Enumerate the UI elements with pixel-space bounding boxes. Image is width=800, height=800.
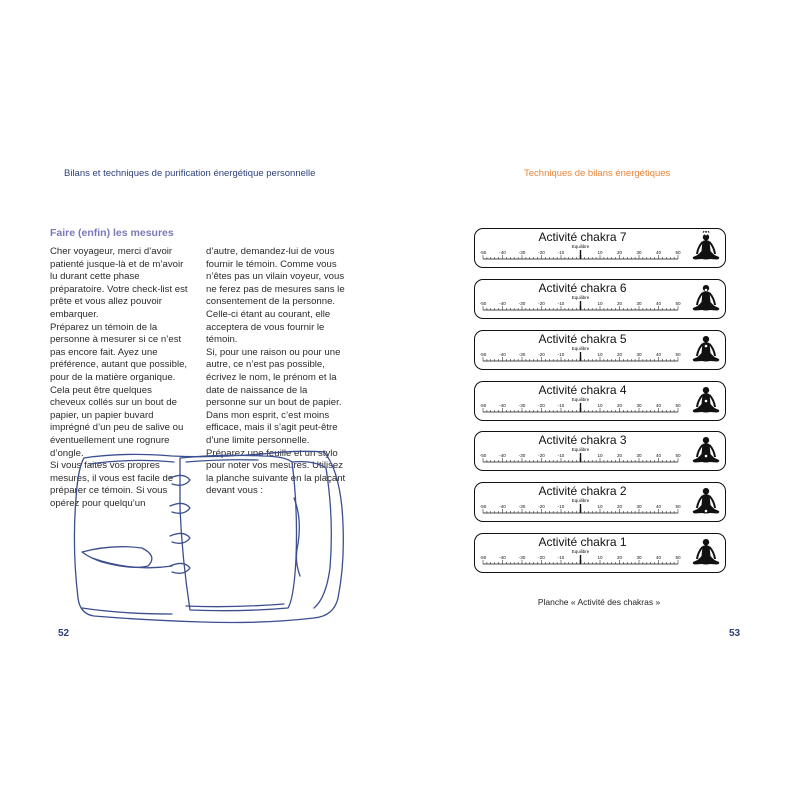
tick-label: -50	[479, 453, 487, 458]
equilibre-label: Equilibre	[571, 498, 590, 503]
tick-label: 40	[655, 453, 662, 458]
tick-label: -20	[538, 250, 545, 255]
tick-label: -50	[479, 403, 487, 408]
tick-label: 30	[636, 403, 642, 408]
equilibre-label: Equilibre	[571, 346, 590, 351]
right-running-header: Techniques de bilans énergétiques	[524, 168, 671, 179]
tick-label: 20	[616, 453, 623, 458]
meditation-figure-icon	[691, 231, 721, 265]
tick-label: -50	[479, 301, 487, 306]
tick-label: 50	[675, 352, 681, 357]
tick-label: 40	[655, 352, 662, 357]
tick-label: 30	[636, 250, 642, 255]
tick-label: 50	[675, 504, 681, 509]
tick-label: -10	[557, 250, 565, 255]
tick-label: -40	[499, 301, 506, 306]
figure-body	[693, 539, 720, 565]
chakra-scale-6	[474, 279, 726, 319]
chakra-title: Activité chakra 2	[538, 484, 627, 498]
tick-label: -10	[557, 403, 565, 408]
chakra-point	[705, 289, 708, 292]
tick-label: 40	[655, 301, 662, 306]
tick-label: -30	[518, 250, 526, 255]
tick-label: 50	[675, 250, 681, 255]
page-number-left: 52	[58, 628, 70, 639]
tick-label: -40	[499, 403, 506, 408]
tick-label: -40	[499, 352, 506, 357]
tick-label: 50	[675, 403, 681, 408]
page-number-right: 53	[729, 628, 741, 639]
tick-label: -30	[518, 555, 526, 560]
paragraph: Préparez une feuille et un stylo pour noter vos mesures. Utilisez la planche suivante en la plaçant devant vous :	[206, 447, 346, 497]
tick-label: 50	[675, 453, 681, 458]
measurement-scale	[479, 495, 684, 519]
meditation-figure-icon	[691, 434, 721, 468]
tick-label: 40	[655, 504, 662, 509]
left-running-header: Bilans et techniques de purification énergétique personnelle	[64, 168, 316, 179]
tick-label: -10	[557, 301, 565, 306]
figure-body	[693, 488, 720, 514]
tick-label: -50	[479, 352, 487, 357]
chakra-point	[705, 345, 708, 348]
tick-label: -30	[518, 504, 526, 509]
tick-label: -30	[518, 403, 526, 408]
tick-label: 30	[636, 352, 642, 357]
tick-label: -50	[479, 504, 487, 509]
tick-label: -40	[499, 453, 506, 458]
measurement-scale	[479, 292, 684, 316]
tick-label: 10	[597, 352, 603, 357]
tick-label: 20	[616, 403, 623, 408]
equilibre-label: Equilibre	[571, 397, 590, 402]
tick-label: 10	[597, 504, 603, 509]
chakra-scale-7	[474, 228, 726, 268]
chakra-point	[705, 455, 708, 458]
tick-label: 20	[616, 504, 623, 509]
equilibre-label: Equilibre	[571, 447, 590, 452]
tick-label: -40	[499, 555, 506, 560]
tick-label: 10	[597, 403, 603, 408]
chakra-title: Activité chakra 4	[538, 383, 627, 397]
tick-label: 40	[655, 250, 662, 255]
measurement-scale	[479, 343, 684, 367]
meditation-figure-icon	[691, 485, 721, 519]
tick-label: 20	[616, 250, 623, 255]
chakra-scale-2	[474, 482, 726, 522]
measurement-scale	[479, 444, 684, 468]
chakra-scale-3	[474, 431, 726, 471]
tick-label: -30	[518, 301, 526, 306]
tick-label: 30	[636, 504, 642, 509]
meditation-figure-icon	[691, 333, 721, 367]
figure-body	[693, 234, 720, 260]
tick-label: 30	[636, 301, 642, 306]
board-caption: Planche « Activité des chakras »	[537, 597, 661, 607]
tick-label: 10	[597, 301, 603, 306]
paragraph: Si vous faites vos propres mesures, il vous est facile de préparer ce témoin. Si vous opérez pour quelqu’un	[50, 460, 174, 509]
tick-label: 40	[655, 403, 662, 408]
tick-label: -50	[479, 250, 487, 255]
tick-label: 40	[655, 555, 662, 560]
tick-label: 20	[616, 301, 623, 306]
equilibre-label: Equilibre	[571, 295, 590, 300]
tick-label: -10	[557, 555, 565, 560]
measurement-scale	[479, 394, 684, 418]
chakra-title: Activité chakra 1	[538, 535, 627, 549]
tick-label: 50	[675, 301, 681, 306]
tick-label: -20	[538, 301, 545, 306]
meditation-figure-icon	[691, 282, 721, 316]
tick-label: -10	[557, 352, 565, 357]
chakra-scale-1	[474, 533, 726, 573]
paragraph: d’autre, demandez-lui de vous fournir le témoin. Comme vous n’êtes pas un vilain voyeur, vous ne ferez pas de mesures sans le consentement de la personne. Celle-ci étant au courant, elle acceptera de vous fournir le témoin.	[206, 246, 345, 346]
tick-label: -20	[538, 403, 545, 408]
equilibre-label: Equilibre	[571, 549, 590, 554]
measurement-scale	[479, 241, 684, 265]
tick-label: -20	[538, 453, 545, 458]
notebook-illustration	[62, 448, 352, 626]
tick-label: 20	[616, 352, 623, 357]
measurement-scale	[479, 546, 684, 570]
tick-label: 10	[597, 250, 603, 255]
tick-label: -50	[479, 555, 487, 560]
paragraph: Cher voyageur, merci d’avoir patienté jusque-là et de m’avoir lu durant cette phase préparatoire. Votre check-list est prête et vous allez pouvoir embarquer.	[50, 246, 188, 320]
tick-label: -10	[557, 453, 565, 458]
chakra-title: Activité chakra 6	[538, 281, 627, 295]
paragraph: Si, pour une raison ou pour une autre, ce n’est pas possible, écrivez le nom, le prénom et la date de naissance de la personne sur un bout de papier. Dans mon esprit, c’est moins efficace, mais il s’agit peut-être d’une limite personnelle.	[206, 346, 342, 446]
figure-body	[693, 437, 720, 463]
meditation-figure-icon	[691, 384, 721, 418]
tick-label: 50	[675, 555, 681, 560]
tick-label: -10	[557, 504, 565, 509]
figure-body	[693, 336, 720, 362]
tick-label: -40	[499, 504, 506, 509]
paragraph: Préparez un témoin de la personne à mesurer si ce n’est pas encore fait. Ayez une préférence, autant que possible, pour de la matière organique. Cela peut être quelques cheveux collés sur un bout de papier, un papier buvard imprégné d’un peu de salive ou éventuellement une rognure d’ongle.	[50, 321, 188, 459]
tick-label: 20	[616, 555, 623, 560]
chakra-point	[705, 510, 708, 513]
tick-label: 10	[597, 555, 603, 560]
section-title: Faire (enfin) les mesures	[50, 227, 174, 239]
tick-label: 30	[636, 453, 642, 458]
chakra-point	[705, 565, 708, 568]
tick-label: -40	[499, 250, 506, 255]
crown-mark	[703, 231, 709, 233]
tick-label: -20	[538, 352, 545, 357]
equilibre-label: Equilibre	[571, 244, 590, 249]
meditation-figure-icon	[691, 536, 721, 570]
chakra-title: Activité chakra 3	[538, 433, 627, 447]
tick-label: 30	[636, 555, 642, 560]
chakra-scale-5	[474, 330, 726, 370]
chakra-scale-4	[474, 381, 726, 421]
chakra-title: Activité chakra 7	[538, 230, 627, 244]
tick-label: -30	[518, 453, 526, 458]
tick-label: -20	[538, 555, 545, 560]
chakra-point	[705, 400, 708, 403]
tick-label: -30	[518, 352, 526, 357]
chakra-title: Activité chakra 5	[538, 332, 627, 346]
tick-label: -20	[538, 504, 545, 509]
tick-label: 10	[597, 453, 603, 458]
